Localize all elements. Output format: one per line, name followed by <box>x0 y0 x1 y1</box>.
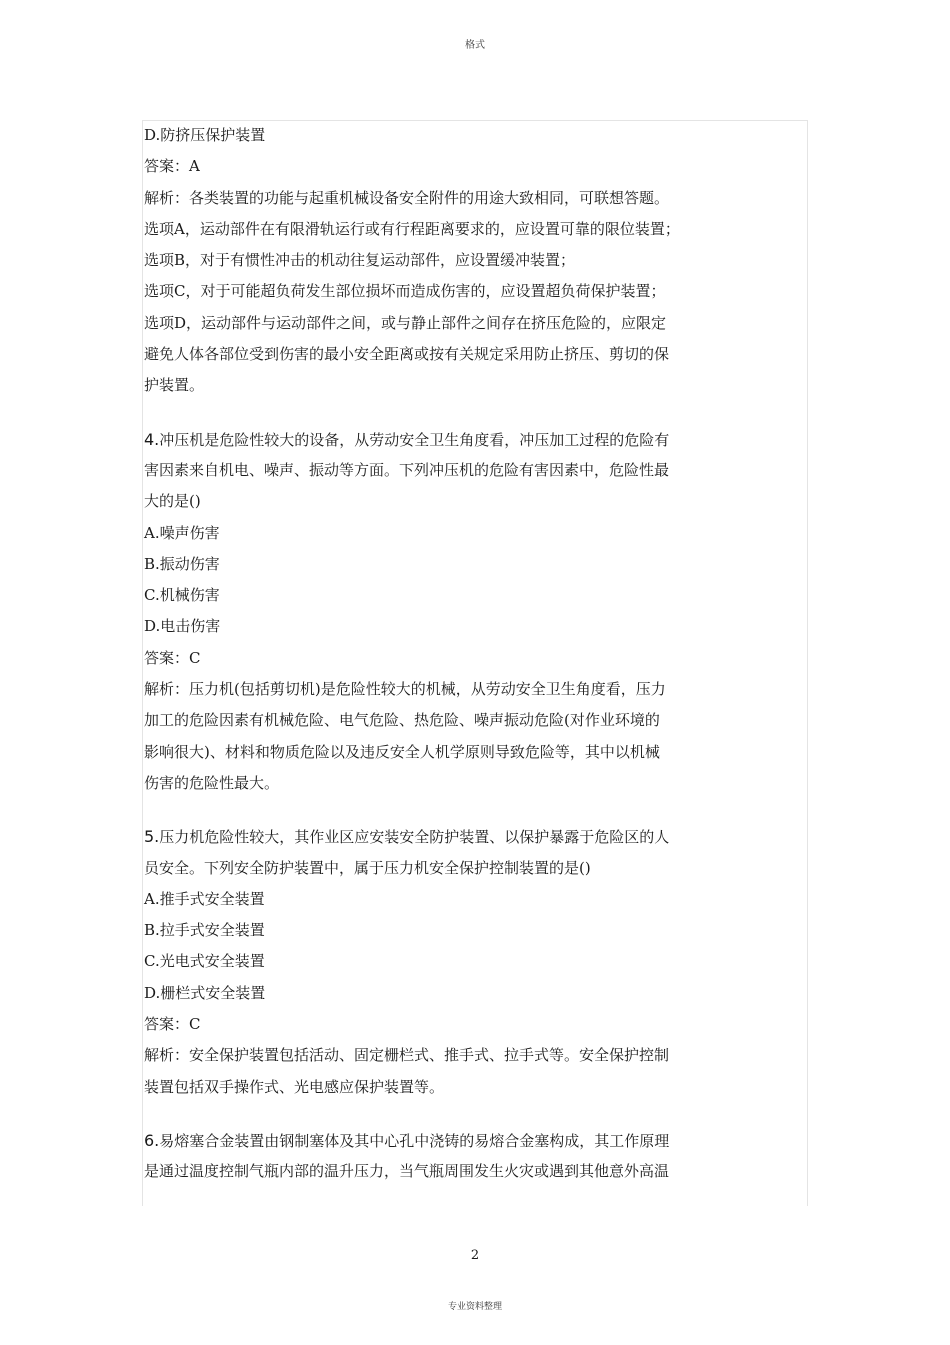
page-header: 格式 <box>465 40 485 51</box>
question-4 <box>144 424 714 800</box>
previous-question-tail <box>144 120 714 402</box>
answer: 答案：A <box>144 157 200 176</box>
analysis-line: 伤害的危险性最大。 <box>144 773 280 792</box>
analysis-line: 选项B，对于有惯性冲击的机动往复运动部件，应设置缓冲装置； <box>144 251 576 270</box>
question-number: 6. <box>144 1130 160 1150</box>
question-stem: 5.压力机危险性较大，其作业区应安装安全防护装置、以保护暴露于危险区的人 <box>144 827 670 847</box>
analysis-line: 选项D，运动部件与运动部件之间，或与静止部件之间存在挤压危险的，应限定 <box>144 313 667 332</box>
option-d: D.栅栏式安全装置 <box>144 983 266 1002</box>
option-a: A.推手式安全装置 <box>144 889 265 908</box>
question-number: 4. <box>144 429 160 449</box>
question-number: 5. <box>144 827 160 847</box>
option-c: C.光电式安全装置 <box>144 952 265 971</box>
analysis-line: 装置包括双手操作式、光电感应保护装置等。 <box>144 1077 445 1096</box>
question-5 <box>144 821 714 1103</box>
page-number: 2 <box>470 1248 480 1263</box>
question-stem: 员安全。下列安全防护装置中，属于压力机安全保护控制装置的是() <box>144 858 591 877</box>
question-stem: 大的是() <box>144 492 201 511</box>
analysis-line: 护装置。 <box>144 376 205 395</box>
analysis-line: 选项A，运动部件在有限滑轨运行或有行程距离要求的，应设置可靠的限位装置； <box>144 219 680 238</box>
question-stem: 是通过温度控制气瓶内部的温升压力，当气瓶周围发生火灾或遇到其他意外高温 <box>144 1162 670 1181</box>
question-6 <box>144 1125 714 1188</box>
analysis-line: 影响很大)、材料和物质危险以及违反安全人机学原则导致危险等，其中以机械 <box>144 742 660 761</box>
page-footer: 专业资料整理 <box>447 1302 502 1312</box>
answer: 答案：C <box>144 648 201 667</box>
option-b: B.振动伤害 <box>144 554 220 573</box>
option-b: B.拉手式安全装置 <box>144 921 265 940</box>
analysis-line: 加工的危险因素有机械危险、电气危险、热危险、噪声振动危险(对作业环境的 <box>144 711 660 730</box>
analysis-line: 避免人体各部位受到伤害的最小安全距离或按有关规定采用防止挤压、剪切的保 <box>144 345 670 364</box>
analysis-line: 选项C，对于可能超负荷发生部位损坏而造成伤害的，应设置超负荷保护装置； <box>144 282 666 301</box>
option-d: D.防挤压保护装置 <box>144 126 266 144</box>
option-a: A.噪声伤害 <box>144 523 220 542</box>
option-c: C.机械伤害 <box>144 586 220 605</box>
question-stem: 4.冲压机是危险性较大的设备，从劳动安全卫生角度看，冲压加工过程的危险有 <box>144 429 670 449</box>
analysis-line: 解析：压力机(包括剪切机)是危险性较大的机械，从劳动安全卫生角度看，压力 <box>144 680 666 699</box>
question-stem: 害因素来自机电、噪声、振动等方面。下列冲压机的危险有害因素中，危险性最 <box>144 460 670 479</box>
option-d: D.电击伤害 <box>144 617 221 636</box>
analysis-line: 解析：各类装置的功能与起重机械设备安全附件的用途大致相同，可联想答题。 <box>144 188 670 207</box>
question-stem: 6.易熔塞合金装置由钢制塞体及其中心孔中浇铸的易熔合金塞构成，其工作原理 <box>144 1130 670 1150</box>
document-body <box>144 120 714 1188</box>
answer: 答案：C <box>144 1015 201 1034</box>
analysis-line: 解析：安全保护装置包括活动、固定栅栏式、推手式、拉手式等。安全保护控制 <box>144 1046 670 1065</box>
